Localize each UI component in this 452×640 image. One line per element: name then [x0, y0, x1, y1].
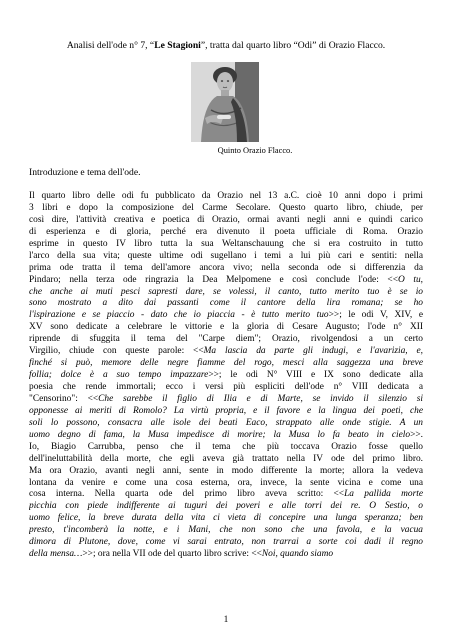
text-run: Virgilio, chiude con queste parole: <<	[29, 346, 204, 357]
body-line	[29, 549, 423, 561]
italic-quote: Ma lascia da parte gli indugi, e l'avarizia, e,	[203, 346, 423, 357]
text-run: l'arco della sua vita; queste ultime odi sugellano i temi a lui più cari e sentiti: nella	[29, 250, 423, 261]
text-run: >>.	[410, 429, 423, 440]
italic-quote: uomo felice, la breve durata della vita ci vieta di concepire una lunga speranza; ben	[29, 513, 423, 524]
italic-quote: uomo degno di fama, la Musa impedisce di morire; la Musa lo fa beato in cielo	[29, 429, 411, 440]
text-run: poesia che rende immortali; ecco i versi più espliciti dell'ode n° VIII dedicata a	[29, 382, 423, 392]
text-run: dell'ineluttabilità della morte, che egli aveva già trattato nella IV ode del primo libro.	[29, 453, 423, 464]
body-line	[29, 310, 423, 322]
text-run: lontana da venire e come una cosa esterna, ora, invece, la sente vicina e come una	[29, 477, 423, 488]
text-run: prima ode tratta il tema dell'amore ancora vivo; nella seconda ode si differenzia da	[29, 262, 423, 273]
body-line	[29, 513, 423, 525]
text-run: esprime in questo IV libro tutta la sua Weltanschauung che si era costruito in tutto	[29, 238, 423, 249]
italic-quote: Che sarebbe il figlio di Ilia e di Marte, se invido il silenzio si	[98, 393, 423, 404]
body-line	[29, 454, 423, 466]
text-run: >>; le odi N° VIII e IX sono dedicate alla	[208, 370, 423, 381]
text-run: >>; le odi V, XIV, e	[328, 310, 423, 321]
text-run: 3 libri e dopo la composizione del Carme Secolare. Questo quarto libro, chiude, per	[29, 202, 423, 213]
page-number: 1	[223, 615, 229, 625]
text-run: Io, Biagio Carrubba, penso che il tema che più toccava Orazio fosse quello	[29, 441, 423, 452]
italic-quote: follia; dolce è a suo tempo impazzare	[29, 370, 209, 381]
body-line	[29, 227, 423, 239]
portrait-caption: Quinto Orazio Flacco.	[217, 146, 293, 155]
body-line	[29, 418, 423, 430]
italic-quote: presto, t'incomberà la notte, e i Mani, che non sono che una favola, e la vacua	[29, 525, 423, 536]
body-line	[29, 430, 423, 442]
body-line	[29, 215, 423, 227]
italic-quote: soli lo possono, consacra alle isole dei beati Eaco, strappato alle onde stigie. A un	[29, 417, 423, 428]
italic-quote: La pallida morte	[344, 489, 423, 500]
body-line	[29, 370, 423, 382]
text-run: riprende di sfuggita il tema del "Carpe diem"; Orazio, rivolgendosi a un certo	[29, 334, 423, 345]
italic-quote: della mensa…	[29, 549, 83, 560]
italic-quote: che anche ai muti pesci sapresti dare, se volessi, il canto, tutto merito tuo è se io	[29, 286, 423, 297]
italic-quote: dimora di Plutone, dove, come vi sarai entrato, non trarrai a sorte coi dadi il regno	[29, 537, 423, 548]
italic-quote: O tu,	[398, 274, 423, 285]
body-line	[29, 298, 423, 310]
body-line	[29, 489, 423, 501]
body-line	[29, 346, 423, 358]
text-run: di esperienza e di gloria, perché era divenuto il poeta ufficiale di Roma. Orazio	[29, 226, 423, 237]
body-line	[29, 287, 423, 299]
body-line	[29, 394, 423, 406]
document-title	[0, 40, 452, 52]
body-line	[29, 501, 423, 513]
body-line	[29, 537, 423, 549]
body-line	[29, 203, 423, 215]
title-prefix: Analisi dell'ode n° 7, “	[66, 40, 155, 51]
text-run: così dire, l'attività creativa e poetica di Orazio, ormai avanti negli anni e quindi carico	[29, 214, 423, 225]
text-run: "Censorino": <<	[29, 393, 99, 404]
body-line	[29, 358, 423, 370]
text-run: Pindaro; nella terza ode ringrazia la Dea Melpomene e così conclude l'ode: <<	[29, 274, 398, 285]
body-line	[29, 382, 423, 394]
body-line	[29, 466, 423, 478]
body-line	[29, 478, 423, 490]
body-line	[29, 406, 423, 418]
italic-quote: opponesse ai meriti di Romolo? La virtù propria, e il favore e la lingua dei poeti, che	[29, 405, 423, 416]
text-run: cosa interna. Nella quarta ode del primo libro aveva scritto: <<	[29, 489, 345, 500]
body-line	[29, 191, 423, 203]
horace-portrait-image	[187, 60, 263, 144]
italic-quote: finché si può, memore delle negre fiamme del rogo, mesci alla saggezza una breve	[29, 358, 423, 369]
italic-quote: Noi, quando siamo	[261, 549, 334, 560]
body-line	[29, 275, 423, 287]
section-heading: Introduzione e tema dell'ode.	[29, 167, 141, 178]
text-run: Il quarto libro delle odi fu pubblicato da Orazio nel 13 a.C. cioè 10 anni dopo i primi	[29, 191, 423, 201]
body-text	[29, 191, 423, 561]
italic-quote: picchia con piede indifferente ai tuguri dei poveri e alle torri dei re. O Sestio, o	[29, 501, 423, 512]
body-line	[29, 442, 423, 454]
title-suffix: ”, tratta dal quarto libro “Odi” di Orazio Flacco.	[200, 40, 386, 51]
text-run: >>; ora nella VII ode del quarto libro scrive: <<	[82, 549, 262, 560]
body-line	[29, 525, 423, 537]
italic-quote: sono mostrato a dito dai passanti come il cantore della lira romana; se ho	[29, 298, 423, 309]
text-run: XV sono dedicate a celebrare le vittorie e la gloria di Cesare Augusto; l'ode n° XII	[29, 322, 423, 333]
body-line	[29, 251, 423, 263]
italic-quote: l'ispirazione e se piaccio - dato che io piaccia - è tutto merito tuo	[29, 310, 329, 321]
body-line	[29, 263, 423, 275]
body-line	[29, 334, 423, 346]
title-bold: Le Stagioni	[154, 40, 201, 51]
body-line	[29, 239, 423, 251]
body-line	[29, 322, 423, 334]
text-run: Ma ora Orazio, avanti negli anni, sente in modo differente la morte; allora la vedeva	[29, 465, 423, 476]
